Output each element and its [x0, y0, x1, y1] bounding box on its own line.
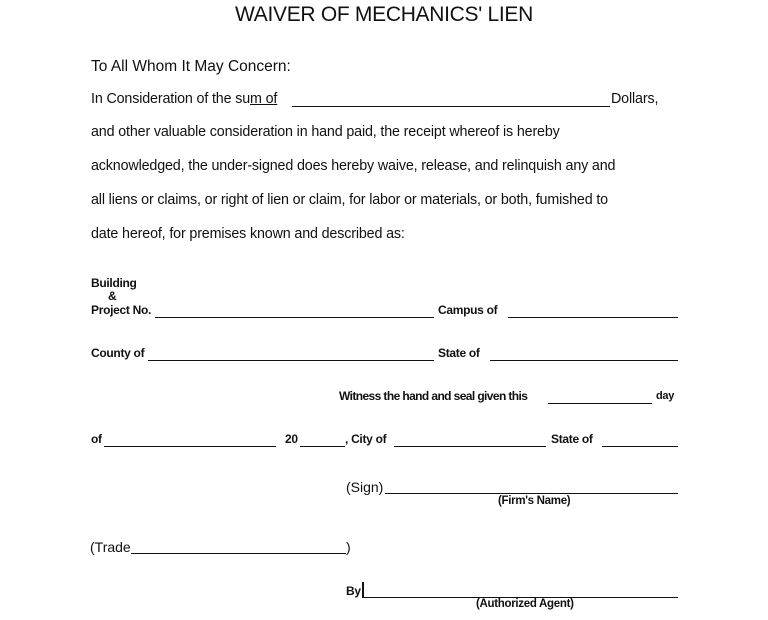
- state-label: State of: [438, 346, 480, 360]
- state-field[interactable]: [490, 360, 678, 361]
- ampersand-label: &: [108, 289, 117, 303]
- authorized-agent-caption: (Authorized Agent): [476, 598, 574, 610]
- trade-field[interactable]: [131, 553, 346, 554]
- campus-label: Campus of: [438, 303, 498, 317]
- dollars-label: Dollars,: [611, 91, 659, 107]
- body-line-1-underlined: m of: [250, 91, 278, 107]
- salutation: To All Whom It May Concern:: [91, 58, 291, 75]
- month-field[interactable]: [104, 446, 276, 447]
- body-line-3: acknowledged, the under-signed does hereby waive, release, and relinquish any and: [91, 158, 616, 174]
- firm-name-field[interactable]: [385, 493, 678, 494]
- by-label: By: [346, 584, 361, 598]
- year-field[interactable]: [300, 446, 345, 447]
- state-label-2: State of: [551, 432, 593, 446]
- body-line-1: [91, 91, 277, 107]
- project-no-field[interactable]: [155, 317, 434, 318]
- body-line-5: date hereof, for premises known and described as:: [91, 226, 405, 242]
- sum-field[interactable]: [292, 106, 610, 107]
- witness-label: Witness the hand and seal given this: [339, 389, 528, 403]
- body-line-1-prefix: In Consideration of the su: [91, 91, 251, 107]
- state-field-2[interactable]: [602, 446, 678, 447]
- campus-field[interactable]: [508, 317, 678, 318]
- body-line-4: all liens or claims, or right of lien or claim, for labor or materials, or both, fumished to: [91, 192, 608, 208]
- document-title: WAIVER OF MECHANICS' LIEN: [235, 3, 533, 26]
- trade-close-paren: ): [346, 539, 351, 555]
- county-label: County of: [91, 346, 145, 360]
- city-field[interactable]: [394, 446, 546, 447]
- day-label: day: [656, 390, 675, 402]
- city-label: , City of: [345, 432, 387, 446]
- by-cursor-bar: [362, 582, 364, 598]
- firm-name-caption: (Firm's Name): [498, 495, 571, 507]
- of-label: of: [91, 432, 102, 446]
- sign-label: (Sign): [346, 479, 384, 495]
- year-prefix-label: 20: [285, 432, 298, 446]
- county-field[interactable]: [148, 360, 434, 361]
- body-line-2: and other valuable consideration in hand paid, the receipt whereof is hereby: [91, 124, 560, 140]
- building-label: Building: [91, 276, 137, 290]
- project-no-label: Project No.: [91, 303, 152, 317]
- trade-label: (Trade: [90, 539, 131, 555]
- witness-day-field[interactable]: [548, 403, 652, 404]
